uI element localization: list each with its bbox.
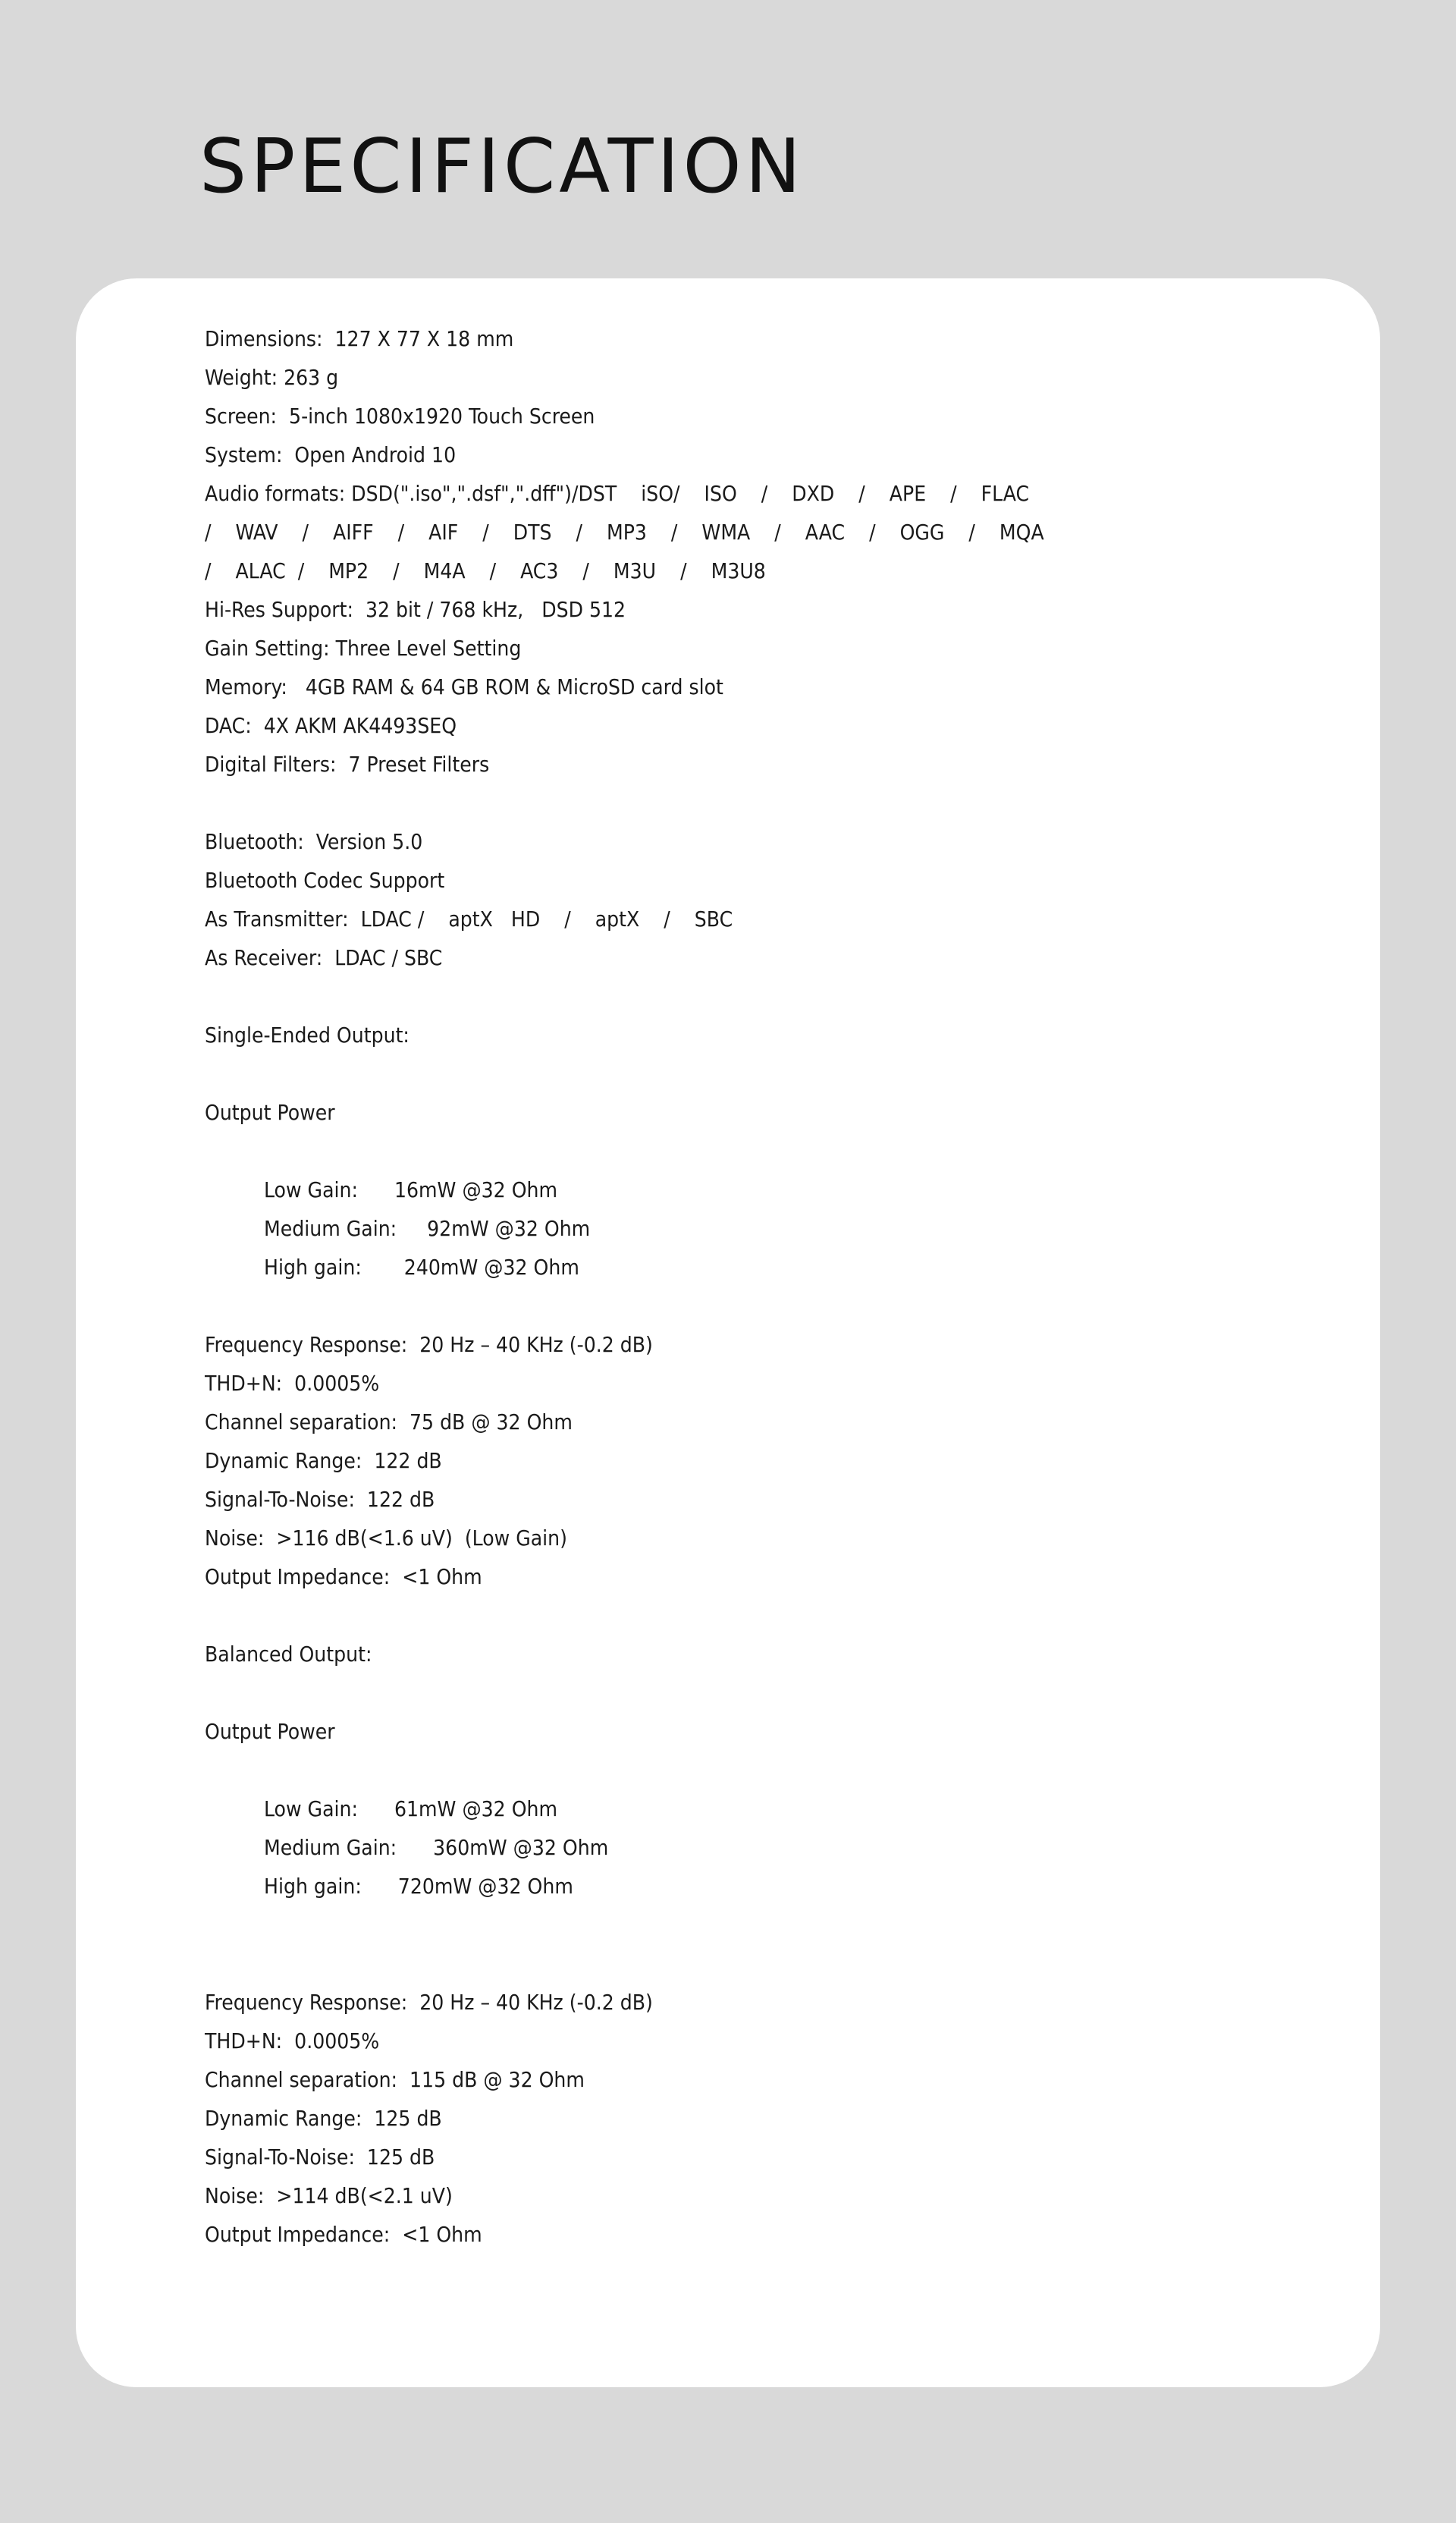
spacer [205, 1132, 1044, 1170]
spacer [205, 1054, 1044, 1093]
balanced-low-gain: Low Gain: 61mW @32 Ohm [264, 1796, 558, 1821]
spec-bluetooth-receiver: As Receiver: LDAC / SBC [205, 945, 443, 970]
balanced-output-power-label: Output Power [205, 1719, 335, 1744]
single-ended-medium-gain: Medium Gain: 92mW @32 Ohm [264, 1216, 591, 1241]
spec-hires-support: Hi-Res Support: 32 bit / 768 kHz, DSD 512 [205, 597, 626, 622]
single-ended-output-power-label: Output Power [205, 1100, 335, 1125]
single-ended-dynamic-range: Dynamic Range: 122 dB [205, 1448, 442, 1473]
spacer [205, 1906, 1044, 1944]
spec-list [205, 319, 1044, 2254]
spec-audio-formats-line-3: / ALAC / MP2 / M4A / AC3 / M3U / M3U8 [205, 558, 766, 583]
spec-digital-filters: Digital Filters: 7 Preset Filters [205, 752, 490, 777]
spec-screen: Screen: 5-inch 1080x1920 Touch Screen [205, 404, 595, 429]
spacer [205, 1751, 1044, 1789]
balanced-channel-separation: Channel separation: 115 dB @ 32 Ohm [205, 2067, 585, 2092]
balanced-heading: Balanced Output: [205, 1642, 372, 1667]
single-ended-high-gain: High gain: 240mW @32 Ohm [264, 1255, 579, 1280]
spec-weight: Weight: 263 g [205, 365, 339, 390]
single-ended-frequency-response: Frequency Response: 20 Hz – 40 KHz (-0.2 dB) [205, 1332, 653, 1357]
spacer [205, 784, 1044, 822]
spacer [205, 977, 1044, 1016]
spec-audio-formats-line-2: / WAV / AIFF / AIF / DTS / MP3 / WMA / AAC / OGG / MQA [205, 520, 1044, 545]
balanced-output-impedance: Output Impedance: <1 Ohm [205, 2222, 482, 2247]
spacer [205, 1673, 1044, 1712]
balanced-thd-n: THD+N: 0.0005% [205, 2028, 380, 2053]
spec-bluetooth-version: Bluetooth: Version 5.0 [205, 829, 423, 854]
single-ended-low-gain: Low Gain: 16mW @32 Ohm [264, 1177, 558, 1202]
spec-gain-setting: Gain Setting: Three Level Setting [205, 636, 522, 661]
single-ended-channel-separation: Channel separation: 75 dB @ 32 Ohm [205, 1409, 573, 1434]
balanced-noise: Noise: >114 dB(<2.1 uV) [205, 2183, 453, 2208]
single-ended-output-impedance: Output Impedance: <1 Ohm [205, 1564, 482, 1589]
single-ended-thd-n: THD+N: 0.0005% [205, 1371, 380, 1396]
balanced-high-gain: High gain: 720mW @32 Ohm [264, 1874, 573, 1899]
single-ended-snr: Signal-To-Noise: 122 dB [205, 1487, 435, 1512]
spacer [205, 1287, 1044, 1325]
single-ended-noise: Noise: >116 dB(<1.6 uV) (Low Gain) [205, 1525, 567, 1551]
balanced-dynamic-range: Dynamic Range: 125 dB [205, 2106, 442, 2131]
page-title: SPECIFICATION [199, 124, 805, 210]
spec-bluetooth-transmitter: As Transmitter: LDAC / aptX HD / aptX / SBC [205, 906, 733, 932]
spacer [205, 1596, 1044, 1635]
spec-memory: Memory: 4GB RAM & 64 GB ROM & MicroSD card slot [205, 674, 723, 699]
spec-dac: DAC: 4X AKM AK4493SEQ [205, 713, 457, 738]
single-ended-heading: Single-Ended Output: [205, 1023, 410, 1048]
balanced-snr: Signal-To-Noise: 125 dB [205, 2144, 435, 2170]
spec-bluetooth-codec-support: Bluetooth Codec Support [205, 868, 445, 893]
spec-system: System: Open Android 10 [205, 442, 457, 467]
spec-audio-formats-line-1: Audio formats: DSD(".iso",".dsf",".dff")/DST iSO/ ISO / DXD / APE / FLAC [205, 481, 1030, 506]
spec-dimensions: Dimensions: 127 X 77 X 18 mm [205, 326, 514, 351]
balanced-frequency-response: Frequency Response: 20 Hz – 40 KHz (-0.2 dB) [205, 1990, 653, 2015]
balanced-medium-gain: Medium Gain: 360mW @32 Ohm [264, 1835, 609, 1860]
spacer [205, 1944, 1044, 1983]
